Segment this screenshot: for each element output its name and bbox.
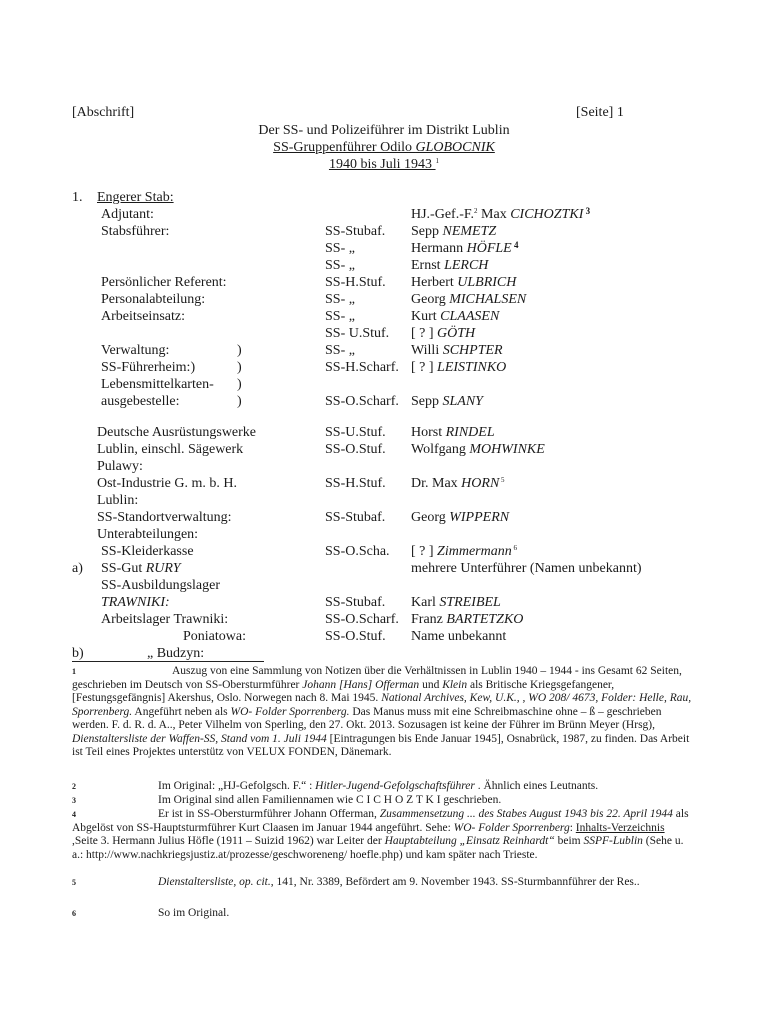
label-text: SS-Standortverwaltung: bbox=[97, 510, 232, 525]
row-label bbox=[97, 526, 198, 543]
footnote-mark: 4 bbox=[72, 810, 76, 819]
name-text: [ ? ] bbox=[411, 360, 438, 375]
label-text: Ost-Industrie G. m. b. H. bbox=[97, 476, 237, 491]
name-text: Horst bbox=[411, 425, 446, 440]
row-rank: SS- „ bbox=[325, 309, 355, 324]
footnote bbox=[72, 780, 692, 794]
name-given: Max bbox=[477, 207, 511, 222]
label-text: Arbeitslager Trawniki: bbox=[101, 612, 229, 627]
staff-row bbox=[0, 645, 768, 662]
label-italic: TRAWNIKI: bbox=[101, 595, 170, 610]
row-name bbox=[411, 206, 590, 223]
footnote-text: Auszug von eine Sammlung von Notizen über die Verhältnissen in Lublin 1940 – 1944 - ins Gesamt 62 Seiten, geschrieben im Deutsch von SS-Obersturmführer Johann [Hans] Offerman und Klein als Britische Kriegsgefangener, [Festungsgefängnis] Akershus, Oslo. Norwegen nach 8. Mai 1945. National Archives, Kew, U.K., , WO 208/ 4673, Folder: Helle, Rau, Sporrenberg. Angeführt neben als WO- Folder Sporrenberg. Das Manus muss mit eine Schreibmaschine ohne – ß – geschrieben werden. F. d. R. d. A.., Peter Vilhelm von Sperling, den 27. Okt. 2013. Sozusagen ist keine der Führer im Brünn Meyer (Hrsg), Dienstaltersliste der Waffen-SS, Stand vom 1. Juli 1944 [Eintragungen bis Ende Januar 1945], Osnabrück, 1987, zu finden. Das Arbeit ist Teil eines Projektes unterstütz von VELUX FONDEN, Dänemark. bbox=[72, 665, 692, 758]
row-bracket: ) bbox=[237, 343, 242, 358]
staff-row bbox=[0, 543, 768, 560]
label-text: Adjutant: bbox=[101, 207, 154, 222]
footnote-ref-1: 1 bbox=[435, 157, 440, 165]
name-text: Ernst bbox=[411, 258, 445, 273]
name-surname: LERCH bbox=[444, 258, 489, 273]
staff-row bbox=[0, 308, 768, 325]
label-text: Personalabteilung: bbox=[101, 292, 206, 307]
row-label bbox=[97, 424, 256, 441]
name-text: Sepp bbox=[411, 224, 443, 239]
label-text: SS-Gut bbox=[101, 561, 146, 576]
footnote-mark: 2 bbox=[72, 782, 76, 791]
row-label bbox=[101, 206, 154, 223]
title-line-2 bbox=[0, 139, 768, 156]
row-label bbox=[101, 594, 170, 611]
row-label bbox=[97, 509, 232, 526]
label-text: ausgebestelle: bbox=[101, 394, 180, 409]
row-name bbox=[411, 308, 499, 325]
label-text: Lebensmittelkarten- bbox=[101, 377, 214, 392]
row-label bbox=[101, 308, 185, 325]
footnote bbox=[72, 808, 692, 862]
section-heading-row bbox=[0, 189, 768, 206]
section-number: 1. bbox=[72, 190, 83, 205]
staff-row bbox=[0, 526, 768, 543]
row-rank: SS-H.Stuf. bbox=[325, 275, 386, 290]
footnote-ref: 6 bbox=[511, 544, 517, 552]
title-line-3 bbox=[0, 156, 768, 173]
label-text: Lublin, einschl. Sägewerk bbox=[97, 442, 244, 457]
footnote-text: Im Original sind allen Familiennamen wie C I C H O Z T K I geschrieben. bbox=[158, 794, 502, 806]
name-text: Kurt bbox=[411, 309, 441, 324]
staff-row bbox=[0, 628, 768, 645]
label-italic: RURY bbox=[145, 561, 181, 576]
staff-row bbox=[0, 475, 768, 492]
label-text: Poniatowa: bbox=[183, 629, 246, 644]
label-text: Unterabteilungen: bbox=[97, 527, 199, 542]
staff-row bbox=[0, 206, 768, 223]
row-label bbox=[183, 628, 246, 645]
staff-row bbox=[0, 577, 768, 594]
row-bracket: ) bbox=[237, 377, 242, 392]
staff-row bbox=[0, 560, 768, 577]
row-label bbox=[101, 291, 205, 308]
footnote-text: So im Original. bbox=[158, 907, 230, 919]
name-surname: BARTETZKO bbox=[446, 612, 524, 627]
header-left: [Abschrift] bbox=[72, 105, 135, 120]
row-label bbox=[101, 560, 180, 577]
label-text: Stabsführer: bbox=[101, 224, 170, 239]
row-label bbox=[97, 475, 237, 492]
row-name bbox=[411, 342, 503, 359]
name-text: Name unbekannt bbox=[411, 629, 507, 644]
footnote bbox=[72, 876, 692, 890]
row-name bbox=[411, 240, 518, 257]
row-name bbox=[411, 424, 495, 441]
label-text: SS-Führerheim:) bbox=[101, 360, 196, 375]
footnote-mark: 6 bbox=[72, 909, 76, 918]
staff-row bbox=[0, 509, 768, 526]
row-label bbox=[97, 458, 143, 475]
row-label bbox=[101, 543, 194, 560]
row-rank: SS-O.Stuf. bbox=[325, 442, 386, 457]
row-rank: SS-U.Stuf. bbox=[325, 425, 386, 440]
footnote-ref: 5 bbox=[499, 476, 505, 484]
name-text: [ ? ] bbox=[411, 544, 438, 559]
row-name bbox=[411, 359, 506, 376]
label-text: SS-Kleiderkasse bbox=[101, 544, 194, 559]
name-text: Willi bbox=[411, 343, 443, 358]
label-text: Pulawy: bbox=[97, 459, 143, 474]
row-name bbox=[411, 223, 496, 240]
label-text: Verwaltung: bbox=[101, 343, 170, 358]
name-surname: RINDEL bbox=[445, 425, 495, 440]
name-surname: CICHOZTKI bbox=[510, 207, 584, 222]
name-text: Franz bbox=[411, 612, 447, 627]
row-name bbox=[411, 393, 483, 410]
title-line-3-text: 1940 bis Juli 1943 bbox=[328, 157, 436, 172]
staff-row bbox=[0, 359, 768, 376]
footnote-mark: 5 bbox=[72, 878, 76, 887]
name-surname: ULBRICH bbox=[457, 275, 517, 290]
staff-row bbox=[0, 424, 768, 441]
footnote-ref: 4 bbox=[511, 240, 519, 250]
title-line-1: Der SS- und Polizeiführer im Distrikt Lublin bbox=[258, 123, 510, 138]
row-name bbox=[411, 560, 642, 577]
row-rank: SS-Stubaf. bbox=[325, 510, 386, 525]
name-text: Herbert bbox=[411, 275, 458, 290]
staff-row bbox=[0, 441, 768, 458]
row-name bbox=[411, 441, 545, 458]
name-text: [ ? ] bbox=[411, 326, 438, 341]
footnote-text: Er ist in SS-Obersturmführer Johann Offerman, Zusammensetzung ... des Stabes August 1943 bis 22. April 1944 als Abgelöst von SS-Hauptsturmführer Kurt Claasen im Januar 1944 angeführt. Sehe: WO- Folder Sporrenberg: Inhalts-Verzeichnis ,Seite 3. Hermann Julius Höfle (1911 – Suizid 1962) war Leiter der Hauptabteilung „Einsatz Reinhardt“ beim SSPF-Lublin (Sehe u. a.: http://www.nachkriegsjustiz.at/prozesse/geschworeneng/ hoefle.php) und kam später nach Trieste. bbox=[72, 808, 689, 861]
name-surname: HORN bbox=[461, 476, 500, 491]
row-bracket: ) bbox=[237, 360, 242, 375]
name-text: Hermann bbox=[411, 241, 467, 256]
staff-row bbox=[0, 393, 768, 410]
name-surname: SLANY bbox=[442, 394, 483, 409]
name-surname: LEISTINKO bbox=[437, 360, 507, 375]
name-text: Dr. Max bbox=[411, 476, 462, 491]
row-rank: SS-O.Scharf. bbox=[325, 394, 399, 409]
title-line-2-text: SS-Gruppenführer Odilo bbox=[273, 140, 416, 155]
name-surname: WIPPERN bbox=[449, 510, 510, 525]
staff-row bbox=[0, 492, 768, 509]
row-name bbox=[411, 257, 488, 274]
name-text: Wolfgang bbox=[411, 442, 470, 457]
row-label bbox=[101, 223, 169, 240]
label-text: „ Budzyn: bbox=[147, 646, 205, 661]
row-rank: SS-Stubaf. bbox=[325, 224, 386, 239]
row-name bbox=[411, 543, 517, 560]
row-name bbox=[411, 291, 526, 308]
row-rank: SS- „ bbox=[325, 241, 355, 256]
row-name bbox=[411, 509, 509, 526]
row-rank: SS- U.Stuf. bbox=[325, 326, 390, 341]
row-label bbox=[101, 611, 228, 628]
name-surname: SCHPTER bbox=[442, 343, 503, 358]
row-name bbox=[411, 594, 501, 611]
footnote bbox=[72, 794, 692, 808]
row-name bbox=[411, 475, 505, 492]
name-text: Karl bbox=[411, 595, 440, 610]
row-label bbox=[97, 492, 138, 509]
label-text: SS-Ausbildungslager bbox=[101, 578, 220, 593]
row-name bbox=[411, 628, 506, 645]
footnote bbox=[72, 907, 692, 921]
name-surname: MICHALSEN bbox=[449, 292, 527, 307]
row-marker: b) bbox=[72, 646, 84, 661]
staff-row bbox=[0, 594, 768, 611]
row-rank: SS-O.Scharf. bbox=[325, 612, 399, 627]
name-surname: MOHWINKE bbox=[469, 442, 545, 457]
footnote-mark: 3 bbox=[72, 796, 76, 805]
staff-row bbox=[0, 325, 768, 342]
row-label bbox=[101, 342, 169, 359]
row-label bbox=[101, 577, 220, 594]
row-rank: SS-H.Stuf. bbox=[325, 476, 386, 491]
name-text: Sepp bbox=[411, 394, 443, 409]
staff-row bbox=[0, 240, 768, 257]
staff-row bbox=[0, 291, 768, 308]
row-marker: a) bbox=[72, 561, 83, 576]
row-label bbox=[101, 359, 195, 376]
row-rank: SS-O.Stuf. bbox=[325, 629, 386, 644]
name-surname: GÖTH bbox=[437, 326, 476, 341]
staff-row bbox=[0, 257, 768, 274]
footnote-text: Dienstaltersliste, op. cit., 141, Nr. 3389, Befördert am 9. November 1943. SS-Sturmbannführer der Res.. bbox=[158, 876, 640, 888]
row-label bbox=[101, 393, 180, 410]
staff-row bbox=[0, 274, 768, 291]
row-label bbox=[101, 376, 214, 393]
staff-row bbox=[0, 223, 768, 240]
name-surname: NEMETZ bbox=[442, 224, 497, 239]
name-surname: HÖFLE bbox=[466, 241, 512, 256]
footnote-separator bbox=[72, 661, 264, 662]
row-label bbox=[147, 645, 204, 662]
footnote-ref: 2 bbox=[474, 207, 478, 215]
name-surname: STREIBEL bbox=[439, 595, 501, 610]
row-rank: SS- „ bbox=[325, 343, 355, 358]
name-text: HJ.-Gef.-F. bbox=[411, 207, 475, 222]
row-bracket: ) bbox=[237, 394, 242, 409]
section-heading: Engerer Stab: bbox=[97, 190, 174, 205]
staff-row bbox=[0, 458, 768, 475]
label-text: Persönlicher Referent: bbox=[101, 275, 227, 290]
footnote-ref: 3 bbox=[583, 206, 591, 216]
staff-row bbox=[0, 342, 768, 359]
footnote bbox=[72, 665, 692, 760]
name-text: mehrere Unterführer (Namen unbekannt) bbox=[411, 561, 642, 576]
name-text: Georg bbox=[411, 292, 450, 307]
footnote-mark: 1 bbox=[72, 667, 76, 676]
label-text: Arbeitseinsatz: bbox=[101, 309, 185, 324]
row-rank: SS- „ bbox=[325, 292, 355, 307]
row-name bbox=[411, 611, 523, 628]
row-name bbox=[411, 325, 475, 342]
row-rank: SS- „ bbox=[325, 258, 355, 273]
staff-row bbox=[0, 611, 768, 628]
name-surname: CLAASEN bbox=[440, 309, 500, 324]
row-rank: SS-Stubaf. bbox=[325, 595, 386, 610]
row-rank: SS-O.Scha. bbox=[325, 544, 390, 559]
label-text: Deutsche Ausrüstungswerke bbox=[97, 425, 257, 440]
name-surname: Zimmermann bbox=[437, 544, 512, 559]
row-label bbox=[101, 274, 227, 291]
staff-row bbox=[0, 376, 768, 393]
header-page-number: [Seite] 1 bbox=[576, 105, 624, 120]
name-text: Georg bbox=[411, 510, 450, 525]
row-label bbox=[97, 441, 243, 458]
row-rank: SS-H.Scharf. bbox=[325, 360, 399, 375]
footnote-text: Im Original: „HJ-Gefolgsch. F.“ : Hitler-Jugend-Gefolgschaftsführer . Ähnlich eines Leutnants. bbox=[158, 780, 599, 792]
title-line-2-italic: GLOBOCNIK bbox=[415, 140, 495, 155]
label-text: Lublin: bbox=[97, 493, 139, 508]
row-name bbox=[411, 274, 516, 291]
